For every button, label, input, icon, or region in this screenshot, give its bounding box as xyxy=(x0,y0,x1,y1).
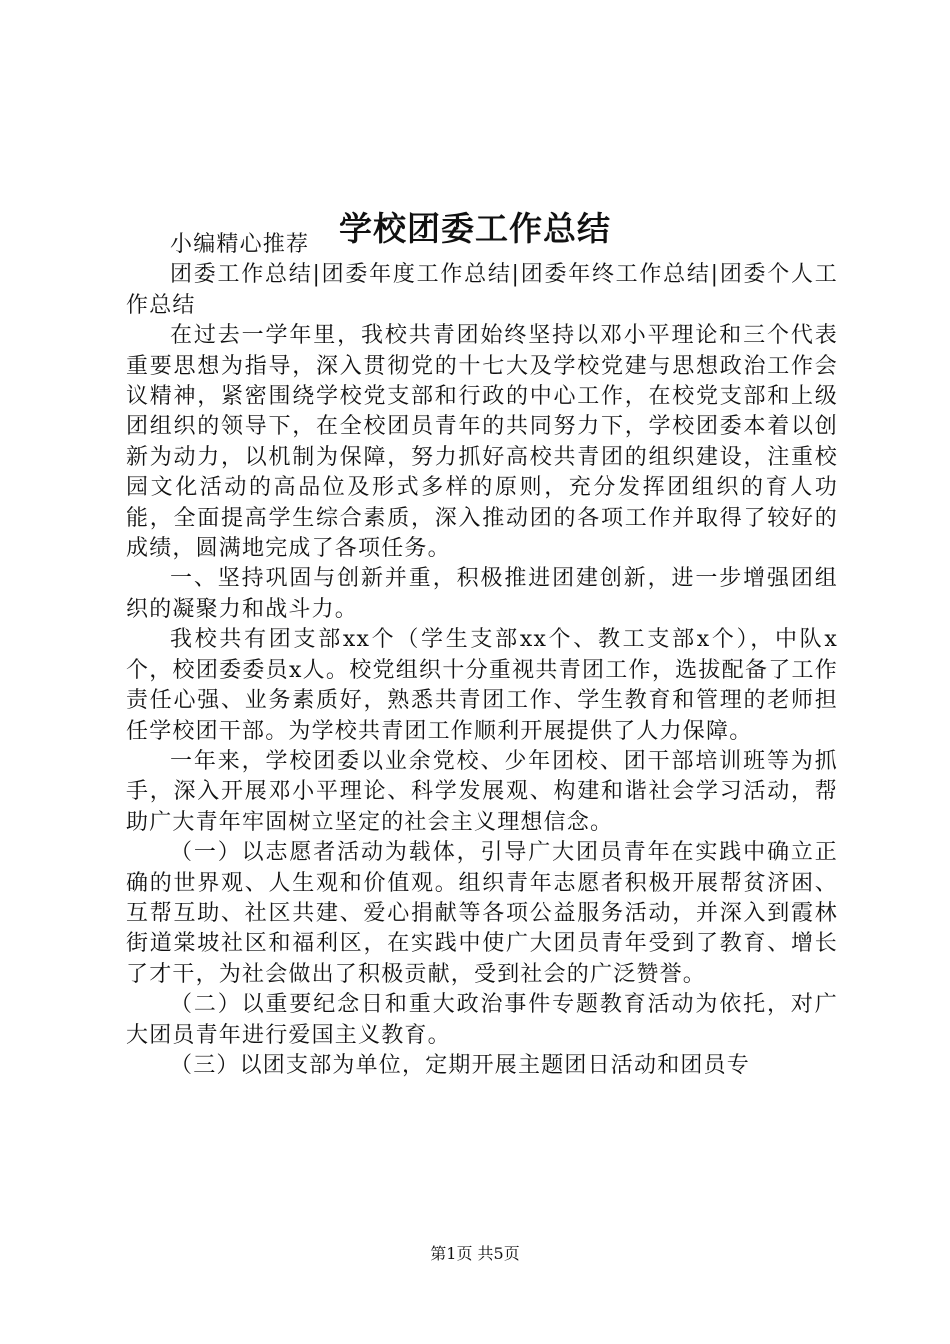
body-paragraph: （二）以重要纪念日和重大政治事件专题教育活动为依托，对广大团员青年进行爱国主义教育。 xyxy=(126,992,838,1048)
body-paragraph: 一年来，学校团委以业余党校、少年团校、团干部培训班等为抓手，深入开展邓小平理论、科学发展观、构建和谐社会学习活动，帮助广大青年牢固树立坚定的社会主义理想信念。 xyxy=(126,748,838,835)
section-heading: 一、坚持巩固与创新并重，积极推进团建创新，进一步增强团组织的凝聚力和战斗力。 xyxy=(126,566,838,622)
body-paragraph: 团委工作总结|团委年度工作总结|团委年终工作总结|团委个人工作总结 xyxy=(126,262,838,318)
body-paragraph: 小编精心推荐 xyxy=(170,232,310,257)
body-paragraph: 在过去一学年里，我校共青团始终坚持以邓小平理论和三个代表重要思想为指导，深入贯彻党的十七大及学校党建与思想政治工作会议精神，紧密围绕学校党支部和行政的中心工作，在校党支部和上级团组织的领导下，在全校团员青年的共同努力下，学校团委本着以创新为动力，以机制为保障，努力抓好高校共青团的组织建设，注重校园文化活动的高品位及形式多样的原则，充分发挥团组织的育人功能，全面提高学生综合素质，深入推动团的各项工作并取得了较好的成绩，圆满地完成了各项任务。 xyxy=(126,323,838,562)
body-paragraph: （一）以志愿者活动为载体，引导广大团员青年在实践中确立正确的世界观、人生观和价值观。组织青年志愿者积极开展帮贫济困、互帮互助、社区共建、爱心捐献等各项公益服务活动，并深入到霞林街道棠坡社区和福利区，在实践中使广大团员青年受到了教育、增长了才干，为社会做出了积极贡献，受到社会的广泛赞誉。 xyxy=(126,840,838,987)
document-title: 学校团委工作总结 xyxy=(339,209,611,249)
body-paragraph: （三）以团支部为单位，定期开展主题团日活动和团员专 xyxy=(170,1052,751,1078)
document-body xyxy=(126,230,838,1081)
body-paragraph: 我校共有团支部xx个（学生支部xx个、教工支部x个），中队x个，校团委委员x人。校党组织十分重视共青团工作，选拔配备了工作责任心强、业务素质好，熟悉共青团工作、学生教育和管理的老师担任学校团干部。为学校共青团工作顺利开展提供了人力保障。 xyxy=(126,627,838,744)
page-number-footer: 第1页 共5页 xyxy=(430,1244,520,1263)
